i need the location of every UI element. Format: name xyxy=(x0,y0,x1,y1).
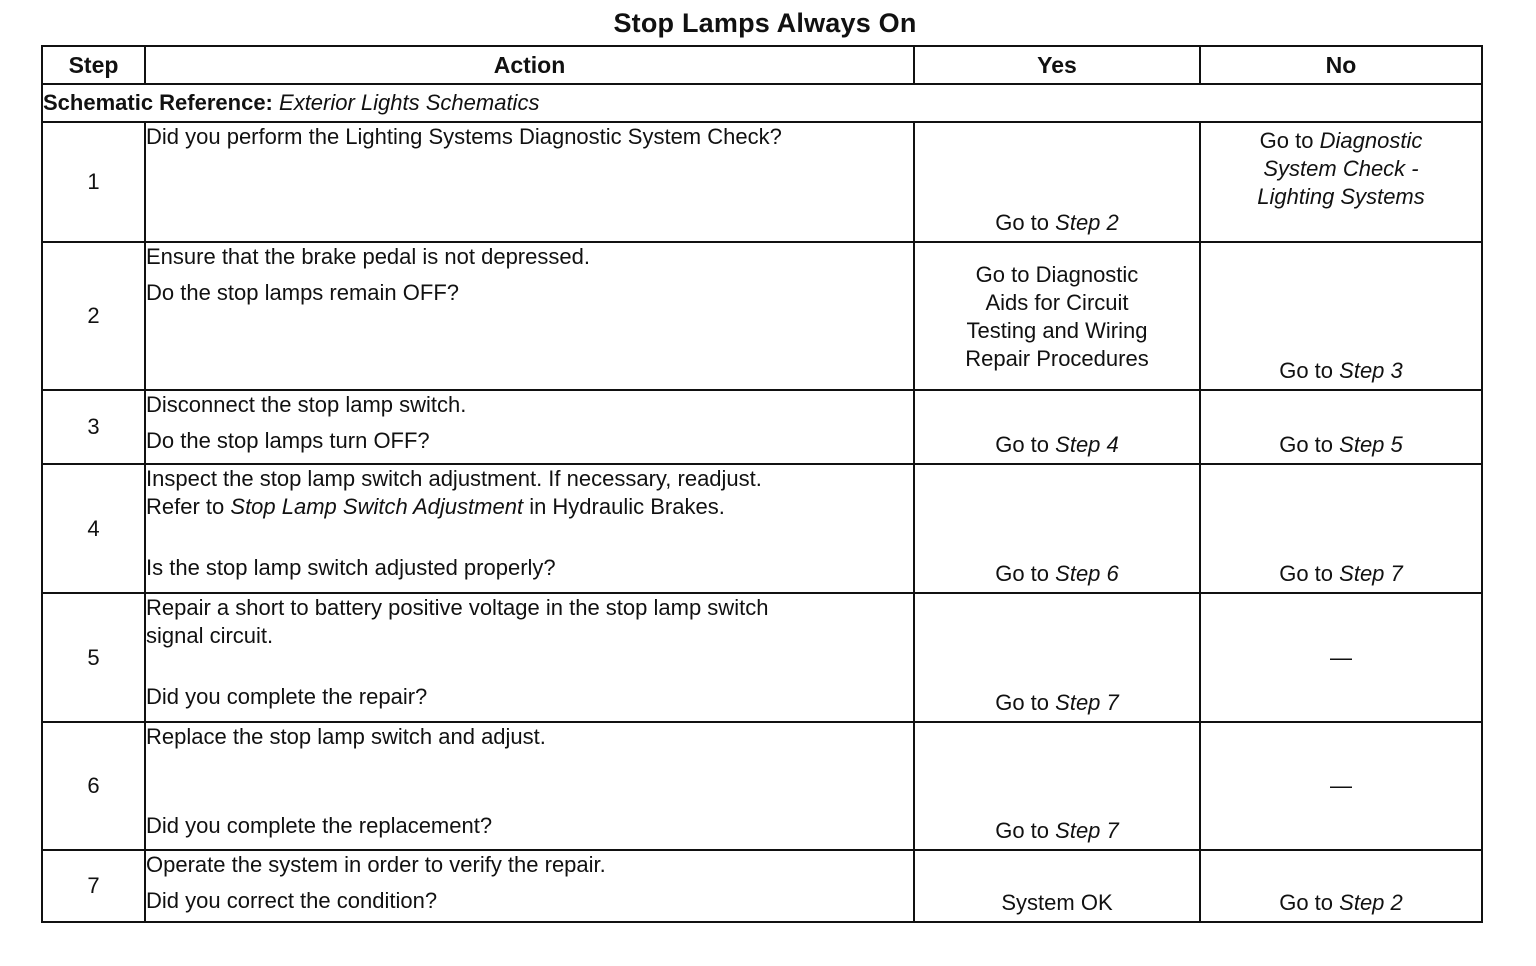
action-question: Is the stop lamp switch adjusted properly? xyxy=(146,555,556,580)
action-text-cont: signal circuit. xyxy=(146,623,274,648)
table-row xyxy=(42,850,1482,922)
header-action: Action xyxy=(145,46,914,84)
table-row xyxy=(42,390,1482,464)
no-cell xyxy=(1200,850,1482,922)
action-text: Inspect the stop lamp switch adjustment. If necessary, readjust. xyxy=(146,466,762,491)
no-cell xyxy=(1200,593,1482,722)
action-cell xyxy=(145,593,914,722)
yes-outcome: System OK xyxy=(1001,890,1113,915)
action-text: Did you perform the Lighting Systems Diagnostic System Check? xyxy=(146,124,782,149)
schematic-label: Schematic Reference: xyxy=(43,90,273,115)
diagnostic-table xyxy=(41,45,1483,923)
action-question: Did you correct the condition? xyxy=(146,888,438,913)
yes-cell xyxy=(914,122,1200,242)
action-cell xyxy=(145,464,914,593)
no-outcome: — xyxy=(1330,773,1352,798)
no-outcome[interactable]: Go to Step 5 xyxy=(1279,432,1403,457)
action-cell xyxy=(145,850,914,922)
schematic-link[interactable]: Exterior Lights Schematics xyxy=(279,90,540,115)
yes-outcome[interactable]: Go to Step 6 xyxy=(995,561,1119,586)
action-question: Do the stop lamps turn OFF? xyxy=(146,428,430,453)
action-question: Do the stop lamps remain OFF? xyxy=(146,280,460,305)
step-number: 3 xyxy=(42,390,145,464)
action-reference: Refer to Stop Lamp Switch Adjustment in Hydraulic Brakes. xyxy=(146,494,725,519)
page-title: Stop Lamps Always On xyxy=(613,8,917,38)
yes-cell xyxy=(914,464,1200,593)
table-row xyxy=(42,242,1482,390)
yes-cell xyxy=(914,390,1200,464)
yes-cell xyxy=(914,722,1200,850)
yes-outcome[interactable]: Go to Step 2 xyxy=(995,210,1119,235)
header-no: No xyxy=(1200,46,1482,84)
action-text: Repair a short to battery positive voltage in the stop lamp switch xyxy=(146,595,769,620)
action-text: Disconnect the stop lamp switch. xyxy=(146,392,467,417)
no-cell xyxy=(1200,122,1482,242)
header-yes: Yes xyxy=(914,46,1200,84)
schematic-row xyxy=(42,84,1482,122)
step-number: 2 xyxy=(42,242,145,390)
yes-cell xyxy=(914,593,1200,722)
table-row xyxy=(42,122,1482,242)
no-cell xyxy=(1200,464,1482,593)
action-question: Did you complete the repair? xyxy=(146,684,428,709)
table-row xyxy=(42,593,1482,722)
header-row xyxy=(42,46,1482,84)
table-row xyxy=(42,464,1482,593)
action-cell xyxy=(145,390,914,464)
step-number: 1 xyxy=(42,122,145,242)
action-cell xyxy=(145,122,914,242)
yes-outcome[interactable]: Go to Step 7 xyxy=(995,818,1119,843)
action-text: Ensure that the brake pedal is not depressed. xyxy=(146,244,590,269)
action-text: Operate the system in order to verify the repair. xyxy=(146,852,606,877)
header-step: Step xyxy=(42,46,145,84)
no-cell xyxy=(1200,242,1482,390)
no-outcome[interactable]: Go to Step 3 xyxy=(1279,358,1403,383)
no-cell xyxy=(1200,722,1482,850)
step-number: 5 xyxy=(42,593,145,722)
no-outcome[interactable]: Go to Step 7 xyxy=(1279,561,1403,586)
no-outcome: — xyxy=(1330,644,1352,670)
no-cell xyxy=(1200,390,1482,464)
reference-link[interactable]: Stop Lamp Switch Adjustment xyxy=(230,494,524,519)
yes-outcome[interactable]: Go to Step 7 xyxy=(995,690,1119,715)
table-row xyxy=(42,722,1482,850)
yes-outcome[interactable]: Go to Step 4 xyxy=(995,432,1119,457)
no-outcome[interactable]: Go to Step 2 xyxy=(1279,890,1403,915)
action-cell xyxy=(145,242,914,390)
step-number: 4 xyxy=(42,464,145,593)
action-question: Did you complete the replacement? xyxy=(146,813,493,838)
yes-cell xyxy=(914,850,1200,922)
step-number: 7 xyxy=(42,850,145,922)
schematic-reference xyxy=(42,84,1482,122)
action-cell xyxy=(145,722,914,850)
step-number: 6 xyxy=(42,722,145,850)
yes-outcome[interactable]: Go to Diagnostic Aids for Circuit Testing and Wiring Repair Procedures xyxy=(965,262,1149,371)
yes-cell xyxy=(914,242,1200,390)
no-outcome[interactable]: Go to Diagnostic System Check - Lighting Systems xyxy=(1257,128,1425,209)
action-text: Replace the stop lamp switch and adjust. xyxy=(146,724,546,749)
